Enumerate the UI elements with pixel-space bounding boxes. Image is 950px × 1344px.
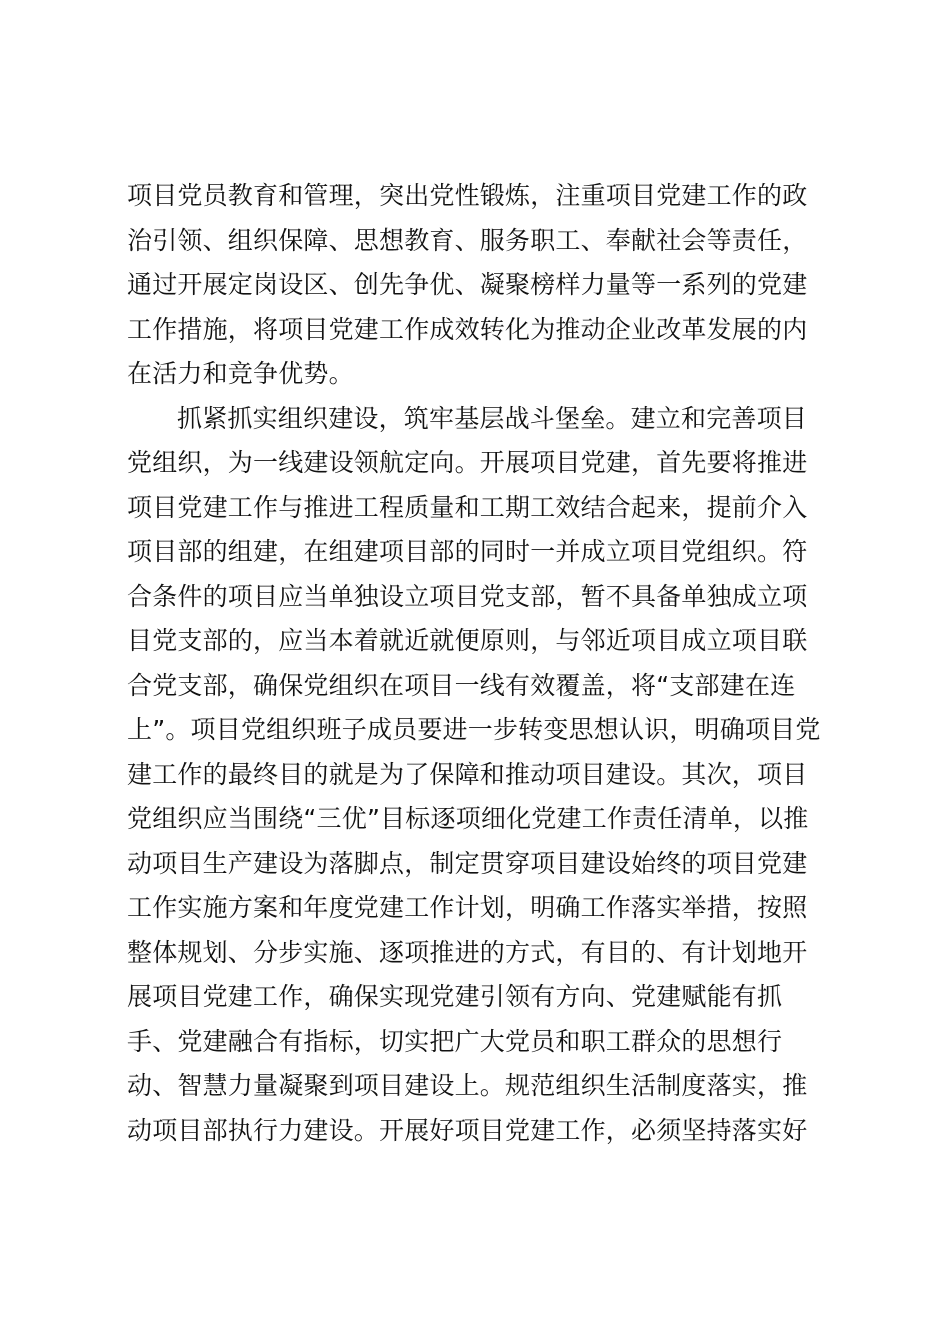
paragraph-line: 展项目党建工作，确保实现党建引领有方向、党建赋能有抓 <box>127 982 783 1011</box>
paragraph-line: 目党支部的，应当本着就近就便原则，与邻近项目成立项目联 <box>127 626 808 655</box>
paragraph-line: 项目党建工作与推进工程质量和工期工效结合起来，提前介入 <box>127 492 808 522</box>
paragraph-line: 党组织应当围绕“三优”目标逐项细化党建工作责任清单，以推 <box>127 804 809 833</box>
paragraph-line: 工作措施，将项目党建工作成效转化为推动企业改革发展的内 <box>127 314 808 344</box>
paragraph-line: 项目党员教育和管理，突出党性锻炼，注重项目党建工作的政 <box>127 181 808 210</box>
paragraph-line: 工作实施方案和年度党建工作计划，明确工作落实举措，按照 <box>127 893 808 922</box>
paragraph-line: 动项目部执行力建设。开展好项目党建工作，必须坚持落实好 <box>127 1115 808 1145</box>
paragraph-line: 党组织，为一线建设领航定向。开展项目党建，首先要将推进 <box>127 448 808 477</box>
paragraph-line: 上”。项目党组织班子成员要进一步转变思想认识，明确项目党 <box>127 715 821 744</box>
paragraph-line: 治引领、组织保障、思想教育、服务职工、奉献社会等责任， <box>127 225 808 255</box>
paragraph-line: 动项目生产建设为落脚点，制定贯穿项目建设始终的项目党建 <box>127 848 808 878</box>
paragraph-line: 手、党建融合有指标，切实把广大党员和职工群众的思想行 <box>127 1026 783 1056</box>
paragraph-line: 合条件的项目应当单独设立项目党支部，暂不具备单独成立项 <box>127 581 808 611</box>
paragraph-line: 抓紧抓实组织建设，筑牢基层战斗堡垒。建立和完善项目 <box>177 403 808 433</box>
paragraph-line: 整体规划、分步实施、逐项推进的方式，有目的、有计划地开 <box>127 937 808 967</box>
document-body <box>127 174 847 1153</box>
paragraph-line: 建工作的最终目的就是为了保障和推动项目建设。其次，项目 <box>127 759 808 789</box>
paragraph-1 <box>127 174 847 397</box>
paragraph-line: 在活力和竞争优势。 <box>127 359 354 388</box>
paragraph-line: 通过开展定岗设区、创先争优、凝聚榜样力量等一系列的党建 <box>127 270 808 299</box>
paragraph-line: 动、智慧力量凝聚到项目建设上。规范组织生活制度落实，推 <box>127 1071 808 1100</box>
paragraph-2 <box>127 397 847 1154</box>
paragraph-line: 合党支部，确保党组织在项目一线有效覆盖，将“支部建在连 <box>127 670 796 700</box>
paragraph-line: 项目部的组建，在组建项目部的同时一并成立项目党组织。符 <box>127 537 808 566</box>
